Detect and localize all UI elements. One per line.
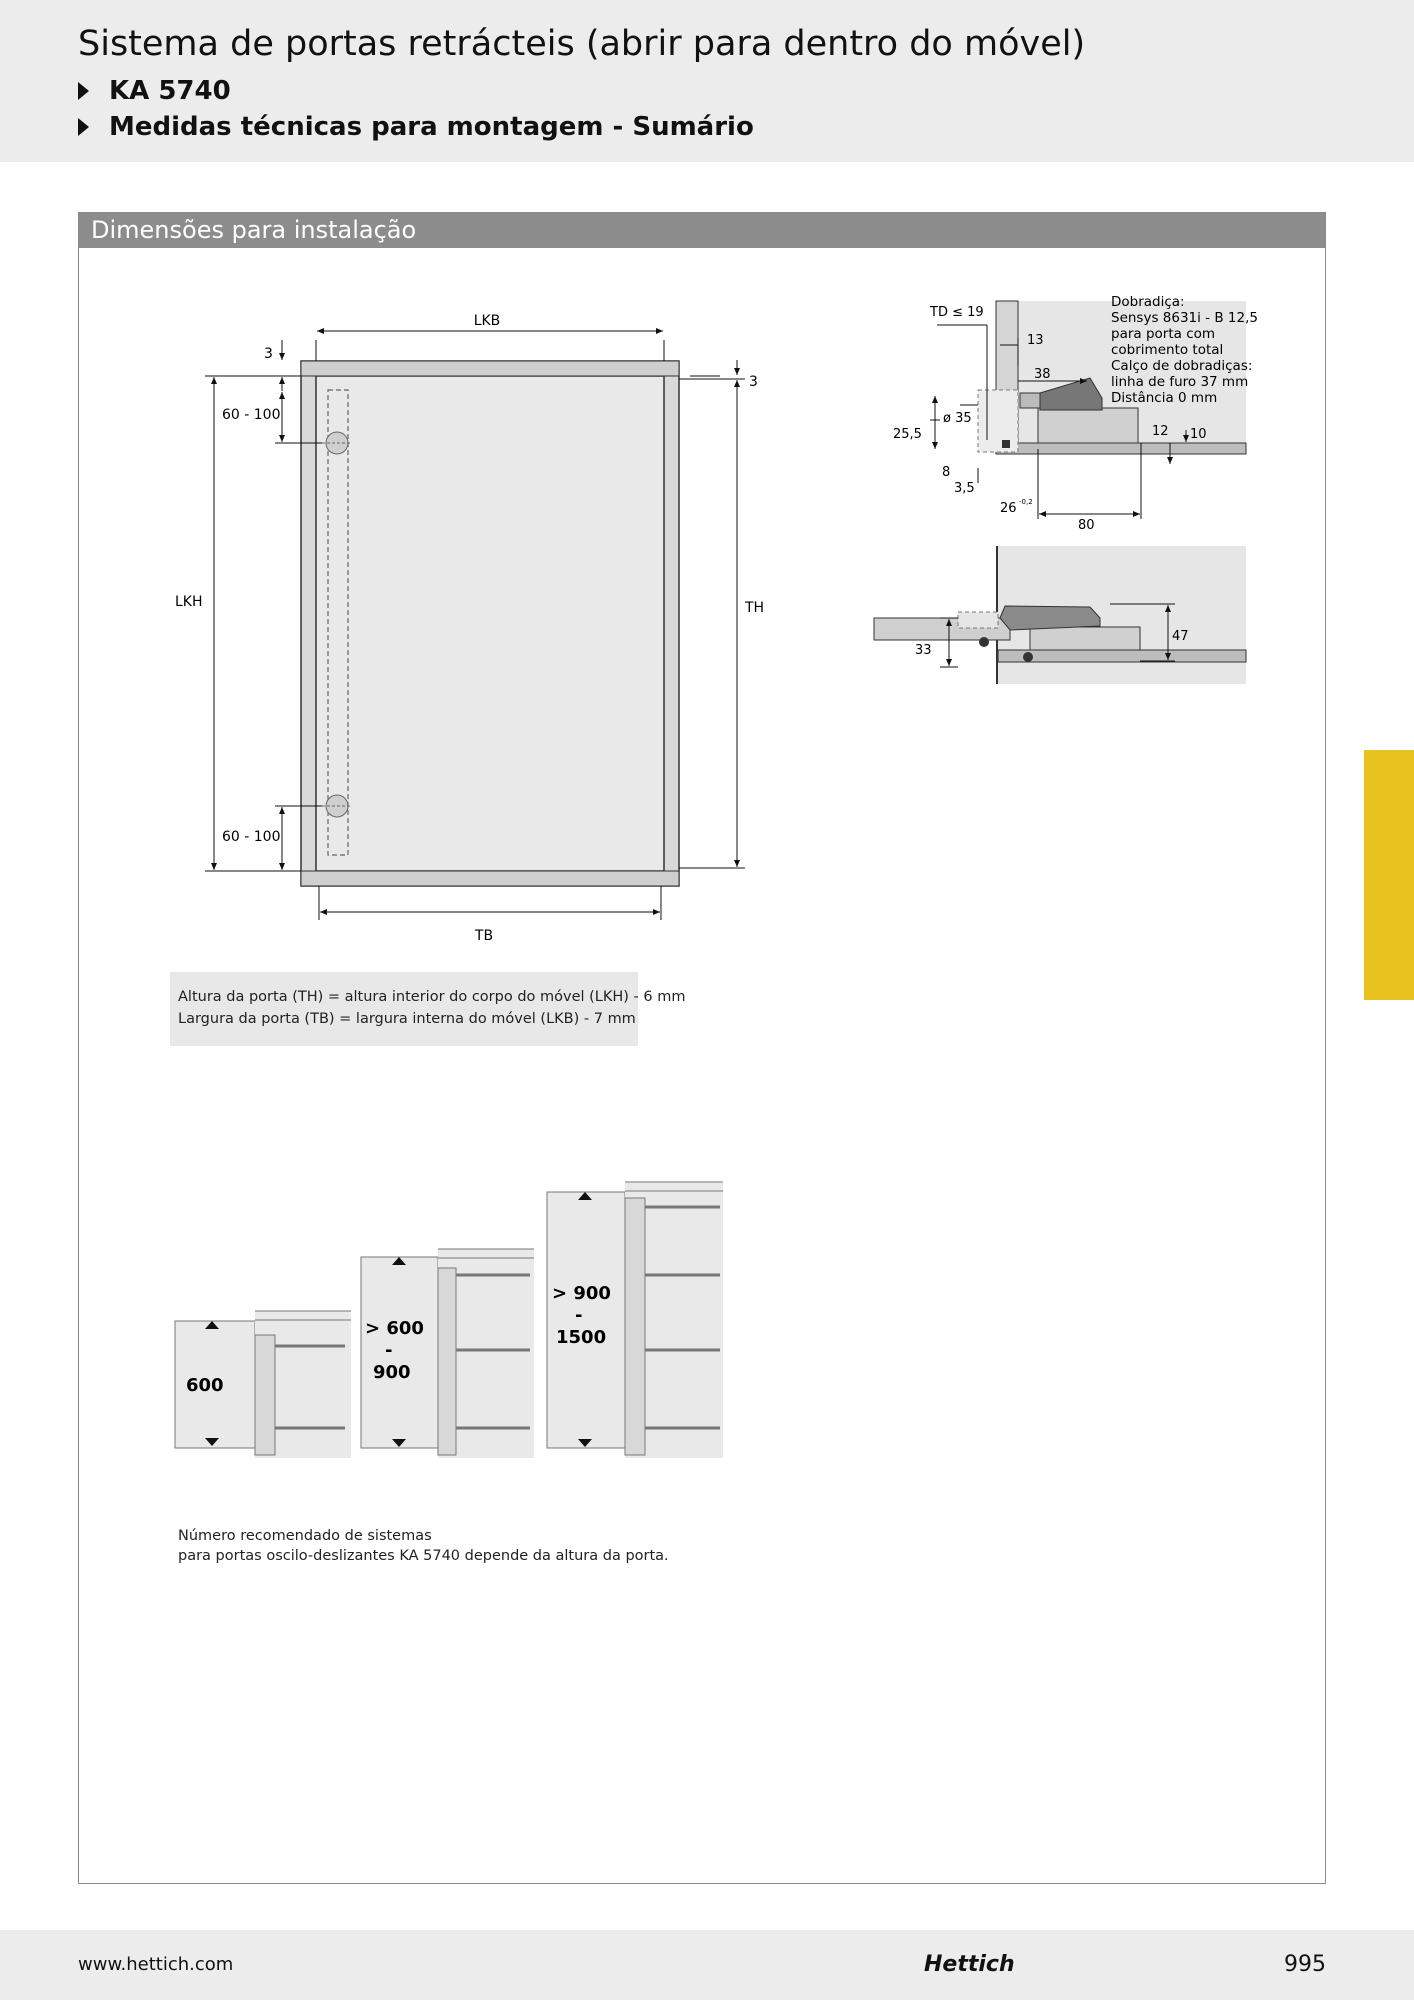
height-600-900-b: -	[385, 1340, 393, 1361]
dim-80: 80	[1078, 518, 1095, 533]
dim-8: 8	[942, 465, 951, 480]
dim-th: TH	[745, 600, 765, 616]
dim-35: ø 35	[943, 411, 972, 426]
hinge-note-line: Calço de dobradiças:	[1111, 358, 1253, 374]
formula-note	[170, 972, 686, 1046]
dim-60-100-top: 60 - 100	[222, 407, 281, 423]
dim-tb: TB	[474, 928, 494, 944]
dim-3-top: 3	[264, 346, 273, 362]
dim-td: TD ≤ 19	[930, 305, 984, 320]
dim-38: 38	[1034, 367, 1051, 382]
dim-3-5: 3,5	[954, 481, 975, 496]
dim-26-tolerance: -0,2	[1019, 498, 1033, 506]
height-600: 600	[186, 1375, 224, 1396]
dim-60-100-bottom: 60 - 100	[222, 829, 281, 845]
formula-line-width: Largura da porta (TB) = largura interna do móvel (LKB) - 7 mm	[178, 1011, 636, 1027]
hinge-note-line: cobrimento total	[1111, 342, 1224, 358]
height-600-900-c: 900	[373, 1362, 411, 1383]
hinge-note-line: Distância 0 mm	[1111, 390, 1218, 406]
systems-caption	[178, 1526, 669, 1566]
dim-47: 47	[1172, 629, 1189, 644]
page-footer	[0, 1930, 1414, 2000]
cabinet-front-drawing	[175, 313, 764, 944]
dim-lkh: LKH	[175, 594, 203, 610]
subtitle-product-label: KA 5740	[109, 76, 231, 106]
section-title: Dimensões para instalação	[91, 216, 417, 244]
caption-line: para portas oscilo-deslizantes KA 5740 depende da altura da porta.	[178, 1548, 669, 1564]
page-number: 995	[1284, 1952, 1326, 1977]
subtitle-section-label: Medidas técnicas para montagem - Sumário	[109, 112, 754, 142]
hinge-note-line: Dobradiça:	[1111, 294, 1185, 310]
dim-lkb: LKB	[473, 313, 501, 329]
side-detail-drawing	[874, 546, 1246, 684]
dim-25-5: 25,5	[893, 427, 922, 442]
dim-10: 10	[1190, 427, 1207, 442]
page-title: Sistema de portas retrácteis (abrir para dentro do móvel)	[78, 24, 1086, 64]
dim-26: 26	[1000, 501, 1017, 516]
height-900-1500-b: -	[575, 1305, 583, 1326]
dim-13: 13	[1027, 333, 1044, 348]
website-link[interactable]: www.hettich.com	[78, 1954, 234, 1975]
hinge-detail-drawing	[893, 294, 1258, 533]
height-600-900-a: > 600	[365, 1318, 424, 1339]
dim-33: 33	[915, 643, 932, 658]
height-900-1500-a: > 900	[552, 1283, 611, 1304]
dim-12: 12	[1152, 424, 1169, 439]
caption-line: Número recomendado de sistemas	[178, 1528, 432, 1544]
formula-line-height: Altura da porta (TH) = altura interior do corpo do móvel (LKH) - 6 mm	[178, 989, 686, 1005]
brand-logo: Hettich	[924, 1952, 1015, 1977]
hinge-note-line: para porta com	[1111, 326, 1216, 342]
systems-count-drawing	[175, 1182, 723, 1458]
dim-3-right: 3	[749, 374, 758, 390]
hinge-note-line: linha de furo 37 mm	[1111, 374, 1249, 390]
height-900-1500-c: 1500	[556, 1327, 607, 1348]
hinge-note-line: Sensys 8631i - B 12,5	[1111, 310, 1258, 326]
